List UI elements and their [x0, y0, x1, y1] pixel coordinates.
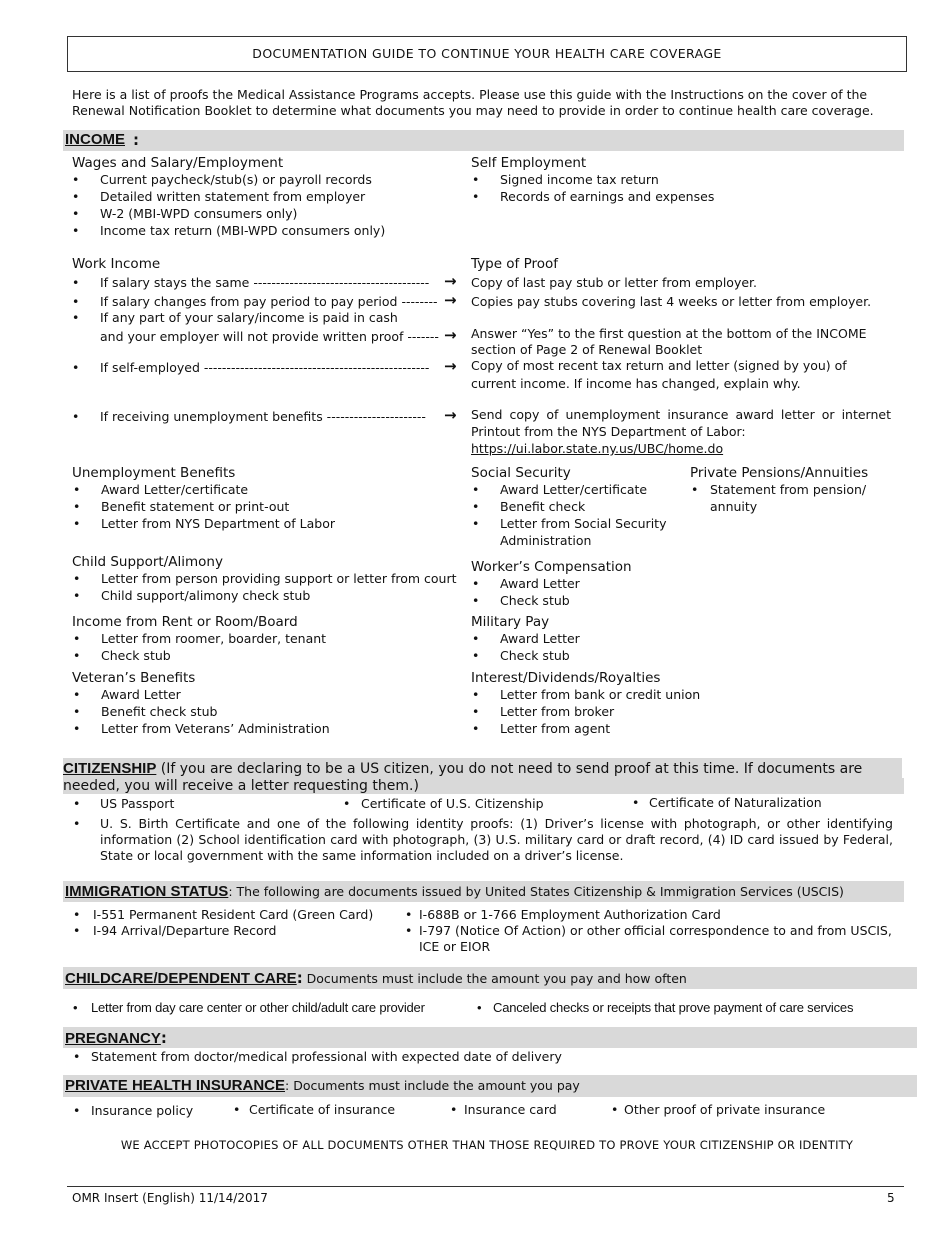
list-item: • I-94 Arrival/Departure Record — [73, 923, 277, 938]
list-item: • W-2 (MBI-WPD consumers only) — [71, 205, 452, 222]
list-item: • Award Letter — [72, 686, 452, 703]
childcare-item-checks: • Canceled checks or receipts that prove payment of care services — [477, 1000, 854, 1015]
list-item: • Letter from NYS Department of Labor — [72, 515, 452, 532]
arrow-right-icon: → — [444, 326, 457, 344]
list-item: • Letter from broker — [471, 703, 891, 720]
pregnancy-colon: : — [160, 1029, 167, 1047]
list-item: • Records of earnings and expenses — [471, 188, 891, 205]
work-income-row-3: • If any part of your salary/income is paid in cash — [72, 310, 398, 325]
insurance-item-policy: • Insurance policy — [73, 1103, 194, 1118]
page-number: 5 — [887, 1191, 895, 1205]
pensions-title: Private Pensions/Annuities — [690, 465, 869, 481]
arrow-right-icon: → — [444, 357, 457, 375]
pensions-section — [690, 465, 890, 515]
list-item: • Income tax return (MBI-WPD consumers only) — [71, 222, 452, 239]
immigration-heading: IMMIGRATION STATUS — [65, 883, 229, 900]
rent-title: Income from Rent or Room/Board — [72, 614, 298, 630]
list-item: • Benefit check stub — [72, 703, 452, 720]
pregnancy-heading: PREGNANCY — [65, 1030, 161, 1047]
list-item: • Award Letter — [471, 630, 891, 647]
military-section — [471, 614, 891, 664]
social-security-title: Social Security — [471, 465, 571, 481]
child-support-section — [72, 554, 462, 604]
childcare-heading: CHILDCARE/DEPENDENT CARE — [65, 970, 297, 987]
self-employment-section — [471, 155, 891, 205]
veterans-section — [72, 670, 452, 737]
type-of-proof-title: Type of Proof — [471, 256, 559, 272]
list-item: • Check stub — [72, 647, 452, 664]
list-item: • Letter from roomer, boarder, tenant — [72, 630, 452, 647]
list-item: • Award Letter/certificate — [72, 481, 452, 498]
income-header-bar — [63, 130, 904, 151]
insurance-item-certificate: • Certificate of insurance — [233, 1102, 396, 1117]
work-income-title: Work Income — [72, 256, 161, 272]
list-item: • Current paycheck/stub(s) or payroll records — [71, 171, 452, 188]
workers-comp-title: Worker’s Compensation — [471, 559, 632, 575]
citizenship-heading: CITIZENSHIP — [63, 760, 157, 777]
self-employment-title: Self Employment — [471, 155, 587, 171]
list-item: • Child support/alimony check stub — [72, 587, 462, 604]
citizenship-item-naturalization: • Certificate of Naturalization — [632, 795, 822, 810]
interest-title: Interest/Dividends/Royalties — [471, 670, 661, 686]
citizenship-note-2: needed, you will receive a letter requesting them.) — [63, 778, 419, 794]
labor-department-link[interactable]: https://ui.labor.state.ny.us/UBC/home.do — [471, 441, 724, 456]
list-item: • I-551 Permanent Resident Card (Green Card) — [73, 907, 374, 922]
rent-section — [72, 614, 452, 664]
immigration-left-list — [73, 907, 403, 939]
list-item: • Signed income tax return — [471, 171, 891, 188]
citizenship-item-passport: • US Passport — [73, 796, 175, 811]
work-income-proof-3: Answer “Yes” to the first question at the bottom of the INCOME section of Page 2 of Renewal Booklet — [471, 326, 867, 357]
childcare-item-letter: • Letter from day care center or other child/adult care provider — [73, 1000, 425, 1015]
social-security-section — [471, 465, 681, 549]
work-income-row-2: • If salary changes from pay period to pay period -------- — [72, 294, 438, 309]
wages-title: Wages and Salary/Employment — [72, 155, 284, 171]
work-income-row-3-cont: and your employer will not provide written proof ------- — [100, 329, 439, 344]
work-income-proof-4: Copy of most recent tax return and letter (signed by you) of current income. If income has changed, explain why. — [471, 358, 847, 391]
private-insurance-heading: PRIVATE HEALTH INSURANCE — [65, 1077, 286, 1094]
childcare-header-bar — [63, 967, 917, 989]
private-insurance-header-bar — [63, 1075, 917, 1097]
list-item: • Benefit check — [471, 498, 681, 515]
work-income-proof-1: Copy of last pay stub or letter from employer. — [471, 275, 757, 290]
immigration-header-bar — [63, 881, 904, 902]
list-item: • Check stub — [471, 647, 891, 664]
pregnancy-header-bar — [63, 1027, 917, 1048]
list-item: • Letter from agent — [471, 720, 891, 737]
unemployment-section — [72, 465, 452, 532]
list-item: • Benefit statement or print-out — [72, 498, 452, 515]
work-income-row-5: • If receiving unemployment benefits ---------------------- — [72, 409, 426, 424]
citizenship-birth-certificate: • U. S. Birth Certificate and one of the following identity proofs: (1) Driver’s license with photograph, or other identifying information (2) School identification card with photograph, (3) U.S. military card or draft record, (4) ID card issued by Federal, State or local government with the same information included on a driver’s license. — [73, 816, 893, 863]
citizenship-note: (If you are declaring to be a US citizen, you do not need to send proof at this time. If documents are — [160, 761, 863, 777]
wages-section — [72, 155, 452, 239]
document-title: DOCUMENTATION GUIDE TO CONTINUE YOUR HEALTH CARE COVERAGE — [67, 36, 907, 72]
list-item: • Detailed written statement from employer — [71, 188, 452, 205]
private-insurance-note: : Documents must include the amount you pay — [285, 1078, 580, 1093]
work-income-row-1: • If salary stays the same --------------------------------------- — [72, 275, 430, 290]
immigration-note: : The following are documents issued by United States Citizenship & Immigration Services (USCIS) — [228, 884, 844, 899]
work-income-row-4: • If self-employed -------------------------------------------------- — [72, 360, 430, 375]
unemployment-title: Unemployment Benefits — [72, 465, 236, 481]
income-heading-colon: : — [133, 131, 139, 149]
pregnancy-item: • Statement from doctor/medical professional with expected date of delivery — [73, 1049, 562, 1064]
childcare-colon: : — [296, 969, 303, 987]
insurance-item-card: • Insurance card — [450, 1102, 557, 1117]
income-heading: INCOME — [65, 131, 125, 148]
childcare-note: Documents must include the amount you pay and how often — [302, 971, 687, 986]
insurance-item-other: • Other proof of private insurance — [611, 1102, 826, 1117]
list-item: • Statement from pension/ annuity — [690, 481, 880, 515]
citizenship-header — [63, 760, 903, 795]
work-income-proof-5: Send copy of unemployment insurance award letter or internet Printout from the NYS Department of Labor: https://ui.labor.state.ny.us/UBC/home.do — [471, 407, 891, 456]
list-item: • Letter from bank or credit union — [471, 686, 891, 703]
intro-paragraph: Here is a list of proofs the Medical Assistance Programs accepts. Please use this guide with the Instructions on the cover of the Renewal Notification Booklet to determine what documents you may need to provide in order to continue health care coverage. — [72, 87, 874, 118]
arrow-right-icon: → — [444, 406, 457, 424]
list-item: • I-688B or 1-766 Employment Authorization Card — [405, 907, 721, 922]
list-item: • Award Letter/certificate — [471, 481, 681, 498]
footer-divider — [67, 1186, 904, 1187]
military-title: Military Pay — [471, 614, 550, 630]
child-support-title: Child Support/Alimony — [72, 554, 223, 570]
footer-form-id: OMR Insert (English) 11/14/2017 — [72, 1191, 268, 1205]
interest-section — [471, 670, 891, 737]
list-item: • Letter from Veterans’ Administration — [72, 720, 452, 737]
citizenship-item-certificate: • Certificate of U.S. Citizenship — [343, 796, 544, 811]
workers-comp-section — [471, 559, 891, 609]
veterans-title: Veteran’s Benefits — [72, 670, 196, 686]
arrow-right-icon: → — [444, 272, 457, 290]
list-item: • I-797 (Notice Of Action) or other official correspondence to and from USCIS, ICE or EIOR — [405, 923, 892, 954]
list-item: • Award Letter — [471, 575, 891, 592]
list-item: • Letter from Social Security Administration — [471, 515, 681, 549]
list-item: • Check stub — [471, 592, 891, 609]
list-item: • Letter from person providing support or letter from court — [72, 570, 462, 587]
immigration-right-list — [405, 907, 895, 955]
arrow-right-icon: → — [444, 291, 457, 309]
work-income-proof-2: Copies pay stubs covering last 4 weeks or letter from employer. — [471, 294, 872, 309]
photocopies-note: WE ACCEPT PHOTOCOPIES OF ALL DOCUMENTS OTHER THAN THOSE REQUIRED TO PROVE YOUR CITIZENSHIP OR IDENTITY — [120, 1138, 854, 1152]
